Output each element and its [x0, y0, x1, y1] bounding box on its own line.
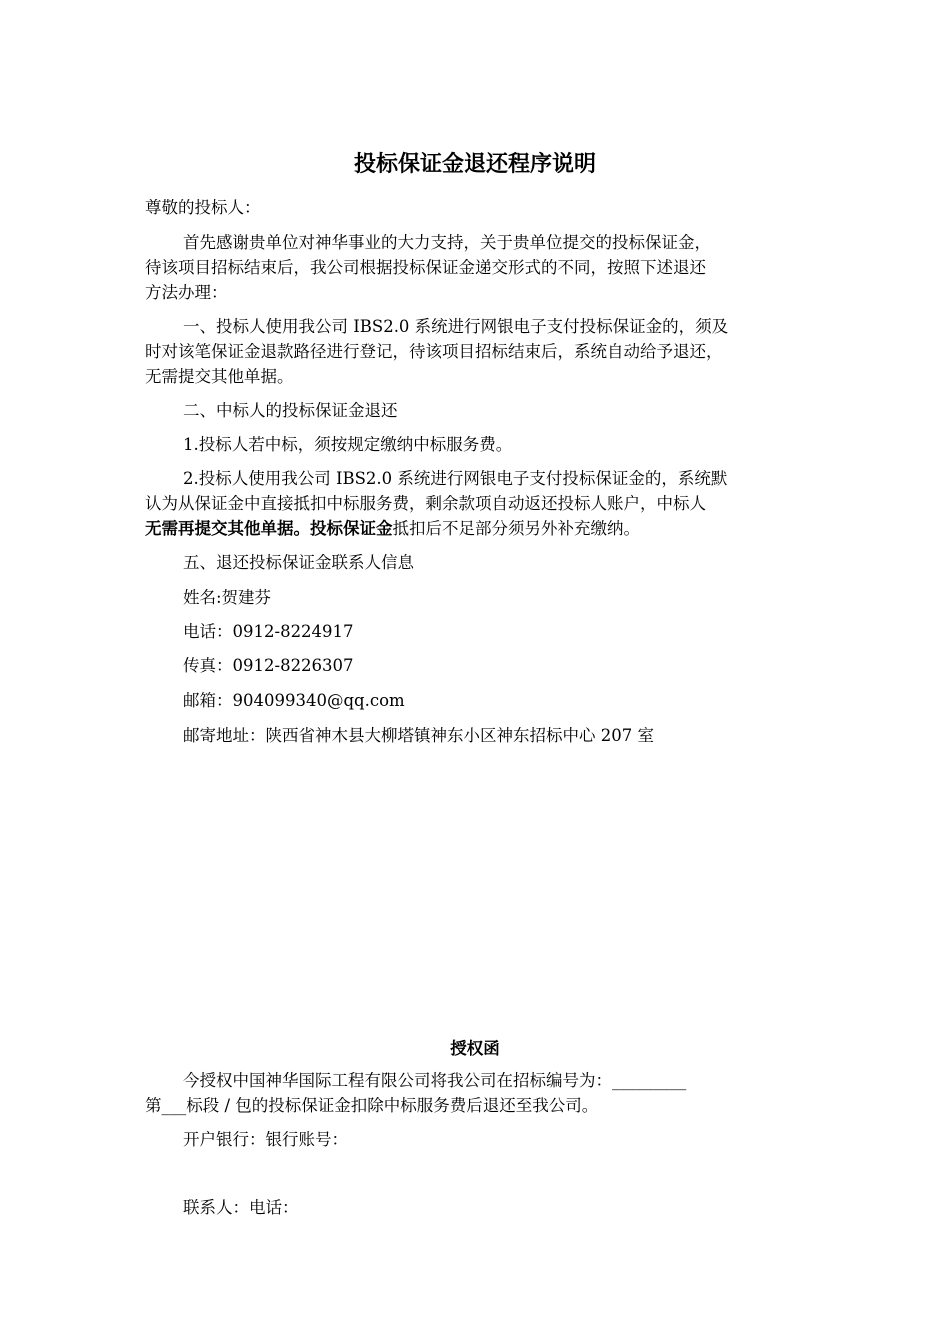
- intro-line-1: 首先感谢贵单位对神华事业的大力支持，关于贵单位提交的投标保证金，: [183, 233, 711, 252]
- contact-address: 邮寄地址：陕西省神木县大柳塔镇神东小区神东招标中心 207 室: [183, 726, 654, 745]
- section2-item-2-line-2: 认为从保证金中直接抵扣中标服务费，剩余款项自动返还投标人账户，中标人: [145, 494, 706, 513]
- section2-item-1: 1.投标人若中标，须按规定缴纳中标服务费。: [183, 435, 513, 454]
- section2-item-2-line-1: 2.投标人使用我公司 IBS2.0 系统进行网银电子支付投标保证金的，系统默: [183, 469, 728, 488]
- authorization-line-1: 今授权中国神华国际工程有限公司将我公司在招标编号为：_________: [183, 1071, 687, 1090]
- normal-phrase: 抵扣后不足部分须另外补充缴纳。: [392, 519, 640, 538]
- intro-line-3: 方法办理：: [145, 283, 228, 302]
- section2-heading: 二、中标人的投标保证金退还: [183, 401, 398, 420]
- contact-fax: 传真：0912-8226307: [183, 656, 354, 675]
- document-title: 投标保证金退还程序说明: [353, 151, 596, 177]
- contact-name: 姓名:贺建芬: [183, 588, 272, 607]
- authorization-line-2: 第___标段 / 包的投标保证金扣除中标服务费后退还至我公司。: [145, 1096, 599, 1115]
- section2-item-2-line-3: [145, 518, 640, 540]
- section1-line-2: 时对该笔保证金退款路径进行登记，待该项目招标结束后，系统自动给予退还，: [145, 342, 723, 361]
- section1-line-3: 无需提交其他单据。: [145, 367, 294, 386]
- section1-line-1: 一、投标人使用我公司 IBS2.0 系统进行网银电子支付投标保证金的，须及: [183, 317, 729, 336]
- authorization-contact: 联系人：电话：: [183, 1198, 299, 1217]
- contact-email: 邮箱：904099340@qq.com: [183, 691, 405, 710]
- greeting: 尊敬的投标人：: [145, 198, 261, 217]
- contact-phone: 电话：0912-8224917: [183, 622, 354, 641]
- section5-heading: 五、退还投标保证金联系人信息: [183, 553, 414, 572]
- bold-phrase: 无需再提交其他单据。投标保证金: [145, 519, 393, 538]
- authorization-bank: 开户银行：银行账号：: [183, 1130, 348, 1149]
- intro-line-2: 待该项目招标结束后，我公司根据投标保证金递交形式的不同，按照下述退还: [145, 258, 706, 277]
- authorization-title: 授权函: [450, 1039, 500, 1058]
